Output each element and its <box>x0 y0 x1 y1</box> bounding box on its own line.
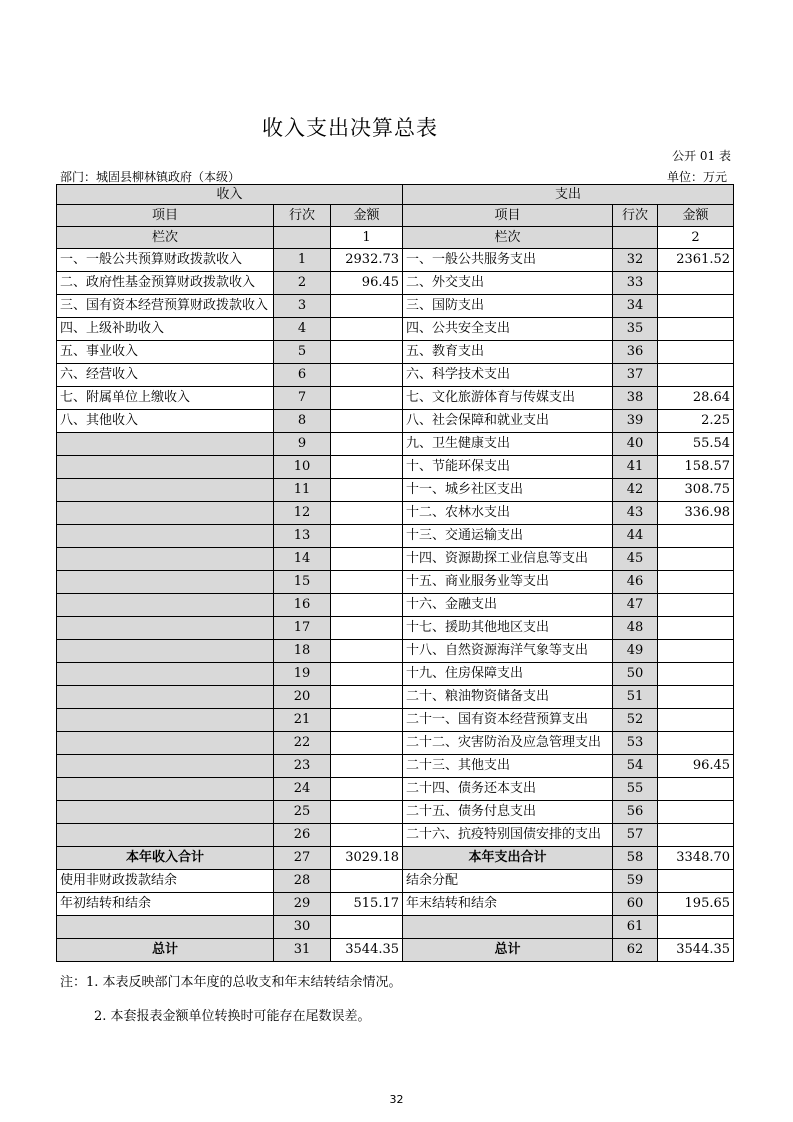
income-amount: 2932.73 <box>331 249 403 272</box>
expense-amount <box>658 732 734 755</box>
income-amount <box>331 755 403 778</box>
expense-item: 二十二、灾害防治及应急管理支出 <box>403 732 613 755</box>
expense-line: 38 <box>613 387 658 410</box>
expense-item: 六、科学技术支出 <box>403 364 613 387</box>
expense-line: 35 <box>613 318 658 341</box>
expense-line: 50 <box>613 663 658 686</box>
income-line: 15 <box>274 571 331 594</box>
income-item <box>57 778 274 801</box>
income-item <box>57 663 274 686</box>
income-line: 13 <box>274 525 331 548</box>
summary-income-amount <box>331 870 403 893</box>
note-1: 注：1. 本表反映部门本年度的总收支和年末结转结余情况。 <box>60 975 402 990</box>
summary-income-item: 年初结转和结余 <box>57 893 274 916</box>
table-row <box>57 502 734 525</box>
summary-income-amount: 3544.35 <box>331 939 403 962</box>
income-line: 21 <box>274 709 331 732</box>
summary-income-line: 28 <box>274 870 331 893</box>
income-line: 16 <box>274 594 331 617</box>
expense-line: 47 <box>613 594 658 617</box>
table-row <box>57 732 734 755</box>
income-line: 19 <box>274 663 331 686</box>
expense-column-label: 栏次 <box>403 227 613 249</box>
department-label: 部门：城固县柳林镇政府（本级） <box>60 170 241 184</box>
income-amount <box>331 709 403 732</box>
expense-item: 十、节能环保支出 <box>403 456 613 479</box>
table-row <box>57 824 734 847</box>
income-line: 12 <box>274 502 331 525</box>
summary-income-line: 29 <box>274 893 331 916</box>
table-row <box>57 410 734 433</box>
table-row <box>57 318 734 341</box>
summary-expense-line: 59 <box>613 870 658 893</box>
income-item: 三、国有资本经营预算财政拨款收入 <box>57 295 274 318</box>
income-item <box>57 640 274 663</box>
expense-item: 十七、援助其他地区支出 <box>403 617 613 640</box>
summary-expense-line: 60 <box>613 893 658 916</box>
income-item <box>57 801 274 824</box>
summary-expense-amount <box>658 916 734 939</box>
income-amount <box>331 525 403 548</box>
summary-expense-amount: 3544.35 <box>658 939 734 962</box>
expense-item: 十九、住房保障支出 <box>403 663 613 686</box>
summary-row <box>57 939 734 962</box>
income-amount <box>331 387 403 410</box>
expense-amount: 28.64 <box>658 387 734 410</box>
summary-row <box>57 916 734 939</box>
unit-label: 单位：万元 <box>666 170 727 184</box>
expense-amount <box>658 824 734 847</box>
summary-row <box>57 893 734 916</box>
expense-line: 41 <box>613 456 658 479</box>
income-line: 1 <box>274 249 331 272</box>
table-row <box>57 663 734 686</box>
summary-income-line: 27 <box>274 847 331 870</box>
income-amount <box>331 732 403 755</box>
summary-expense-line: 61 <box>613 916 658 939</box>
table-row <box>57 525 734 548</box>
income-amount: 96.45 <box>331 272 403 295</box>
income-item <box>57 548 274 571</box>
income-item <box>57 502 274 525</box>
income-line: 18 <box>274 640 331 663</box>
expense-line-header: 行次 <box>613 205 658 227</box>
expense-item-header: 项目 <box>403 205 613 227</box>
expense-amount <box>658 686 734 709</box>
header-row-column-index <box>57 227 734 249</box>
expense-line: 52 <box>613 709 658 732</box>
expense-amount <box>658 663 734 686</box>
expense-column-number: 2 <box>658 227 734 249</box>
table-row <box>57 433 734 456</box>
table-row <box>57 755 734 778</box>
expense-line: 36 <box>613 341 658 364</box>
summary-row <box>57 847 734 870</box>
table-row <box>57 456 734 479</box>
income-line: 4 <box>274 318 331 341</box>
income-amount <box>331 479 403 502</box>
income-line: 3 <box>274 295 331 318</box>
income-amount <box>331 548 403 571</box>
summary-expense-line: 58 <box>613 847 658 870</box>
expense-item: 十一、城乡社区支出 <box>403 479 613 502</box>
income-amount <box>331 778 403 801</box>
page-number: 32 <box>389 1093 404 1106</box>
table-row <box>57 387 734 410</box>
expense-item: 九、卫生健康支出 <box>403 433 613 456</box>
expense-amount: 158.57 <box>658 456 734 479</box>
income-column-label: 栏次 <box>57 227 274 249</box>
income-line: 20 <box>274 686 331 709</box>
income-item-header: 项目 <box>57 205 274 227</box>
table-row <box>57 341 734 364</box>
expense-item: 十八、自然资源海洋气象等支出 <box>403 640 613 663</box>
expense-column-blank <box>613 227 658 249</box>
expense-amount <box>658 594 734 617</box>
expense-amount <box>658 801 734 824</box>
expense-amount <box>658 295 734 318</box>
expense-amount <box>658 571 734 594</box>
income-amount <box>331 502 403 525</box>
income-amount <box>331 318 403 341</box>
income-line: 23 <box>274 755 331 778</box>
table-row <box>57 594 734 617</box>
summary-expense-item <box>403 916 613 939</box>
expense-amount <box>658 272 734 295</box>
income-item <box>57 525 274 548</box>
table-row <box>57 249 734 272</box>
summary-expense-item: 本年支出合计 <box>403 847 613 870</box>
notes <box>60 970 402 1030</box>
summary-expense-item: 结余分配 <box>403 870 613 893</box>
summary-income-amount: 3029.18 <box>331 847 403 870</box>
table-row <box>57 709 734 732</box>
table-row <box>57 801 734 824</box>
budget-table <box>56 184 734 962</box>
income-amount <box>331 364 403 387</box>
expense-amount <box>658 318 734 341</box>
income-amount <box>331 640 403 663</box>
income-item <box>57 732 274 755</box>
table-row <box>57 548 734 571</box>
income-item <box>57 433 274 456</box>
income-amount <box>331 824 403 847</box>
header-row-columns <box>57 205 734 227</box>
expense-item: 十六、金融支出 <box>403 594 613 617</box>
summary-row <box>57 870 734 893</box>
expense-line: 49 <box>613 640 658 663</box>
table-row <box>57 272 734 295</box>
income-amount <box>331 801 403 824</box>
summary-income-line: 31 <box>274 939 331 962</box>
expense-line: 46 <box>613 571 658 594</box>
income-line: 9 <box>274 433 331 456</box>
summary-income-line: 30 <box>274 916 331 939</box>
income-amount <box>331 663 403 686</box>
income-amount <box>331 686 403 709</box>
expense-line: 39 <box>613 410 658 433</box>
table-row <box>57 479 734 502</box>
expense-item: 二十一、国有资本经营预算支出 <box>403 709 613 732</box>
expense-item: 四、公共安全支出 <box>403 318 613 341</box>
table-row <box>57 778 734 801</box>
income-amount <box>331 617 403 640</box>
table-row <box>57 364 734 387</box>
income-item <box>57 686 274 709</box>
expense-line: 34 <box>613 295 658 318</box>
income-item <box>57 456 274 479</box>
expense-line: 53 <box>613 732 658 755</box>
income-amount <box>331 410 403 433</box>
income-line: 2 <box>274 272 331 295</box>
expense-item: 一、一般公共服务支出 <box>403 249 613 272</box>
income-line-header: 行次 <box>274 205 331 227</box>
expense-amount <box>658 525 734 548</box>
income-item: 一、一般公共预算财政拨款收入 <box>57 249 274 272</box>
income-amount-header: 金额 <box>331 205 403 227</box>
expense-line: 56 <box>613 801 658 824</box>
expense-item: 十二、农林水支出 <box>403 502 613 525</box>
note-2: 2. 本套报表金额单位转换时可能存在尾数误差。 <box>94 1009 371 1024</box>
expense-amount <box>658 640 734 663</box>
income-line: 8 <box>274 410 331 433</box>
summary-expense-amount: 195.65 <box>658 893 734 916</box>
income-item: 四、上级补助收入 <box>57 318 274 341</box>
income-line: 17 <box>274 617 331 640</box>
expense-amount <box>658 364 734 387</box>
summary-income-amount <box>331 916 403 939</box>
income-item: 五、事业收入 <box>57 341 274 364</box>
income-line: 26 <box>274 824 331 847</box>
income-header: 收入 <box>57 185 403 205</box>
expense-amount <box>658 778 734 801</box>
income-item: 八、其他收入 <box>57 410 274 433</box>
expense-line: 40 <box>613 433 658 456</box>
expense-line: 32 <box>613 249 658 272</box>
expense-line: 54 <box>613 755 658 778</box>
income-item: 六、经营收入 <box>57 364 274 387</box>
income-item <box>57 617 274 640</box>
income-column-number: 1 <box>331 227 403 249</box>
expense-header: 支出 <box>403 185 734 205</box>
expense-line: 51 <box>613 686 658 709</box>
income-line: 6 <box>274 364 331 387</box>
table-row <box>57 571 734 594</box>
income-line: 22 <box>274 732 331 755</box>
header-row-section <box>57 185 734 205</box>
summary-income-item <box>57 916 274 939</box>
expense-item: 二、外交支出 <box>403 272 613 295</box>
income-amount <box>331 341 403 364</box>
expense-amount: 96.45 <box>658 755 734 778</box>
expense-item: 八、社会保障和就业支出 <box>403 410 613 433</box>
expense-item: 二十六、抗疫特别国债安排的支出 <box>403 824 613 847</box>
expense-amount: 308.75 <box>658 479 734 502</box>
expense-item: 二十四、债务还本支出 <box>403 778 613 801</box>
summary-expense-item: 年末结转和结余 <box>403 893 613 916</box>
expense-amount <box>658 709 734 732</box>
expense-amount: 336.98 <box>658 502 734 525</box>
income-item <box>57 571 274 594</box>
expense-line: 57 <box>613 824 658 847</box>
expense-amount-header: 金额 <box>658 205 734 227</box>
expense-item: 五、教育支出 <box>403 341 613 364</box>
summary-expense-amount: 3348.70 <box>658 847 734 870</box>
income-line: 24 <box>274 778 331 801</box>
income-item: 二、政府性基金预算财政拨款收入 <box>57 272 274 295</box>
table-row <box>57 686 734 709</box>
income-amount <box>331 571 403 594</box>
income-amount <box>331 594 403 617</box>
expense-line: 55 <box>613 778 658 801</box>
expense-line: 37 <box>613 364 658 387</box>
income-line: 10 <box>274 456 331 479</box>
summary-expense-item: 总计 <box>403 939 613 962</box>
summary-income-item: 本年收入合计 <box>57 847 274 870</box>
income-item: 七、附属单位上缴收入 <box>57 387 274 410</box>
income-item <box>57 479 274 502</box>
form-number: 公开 01 表 <box>672 149 731 163</box>
table-row <box>57 295 734 318</box>
expense-amount <box>658 341 734 364</box>
expense-item: 三、国防支出 <box>403 295 613 318</box>
expense-amount <box>658 617 734 640</box>
income-amount <box>331 456 403 479</box>
expense-line: 43 <box>613 502 658 525</box>
table-row <box>57 617 734 640</box>
income-line: 5 <box>274 341 331 364</box>
expense-amount <box>658 548 734 571</box>
expense-amount: 2.25 <box>658 410 734 433</box>
income-item <box>57 709 274 732</box>
table-row <box>57 640 734 663</box>
expense-amount: 55.54 <box>658 433 734 456</box>
summary-income-amount: 515.17 <box>331 893 403 916</box>
income-item <box>57 594 274 617</box>
expense-line: 48 <box>613 617 658 640</box>
income-item <box>57 824 274 847</box>
expense-line: 42 <box>613 479 658 502</box>
income-item <box>57 755 274 778</box>
expense-item: 二十五、债务付息支出 <box>403 801 613 824</box>
income-line: 14 <box>274 548 331 571</box>
expense-line: 44 <box>613 525 658 548</box>
expense-item: 二十三、其他支出 <box>403 755 613 778</box>
expense-item: 十五、商业服务业等支出 <box>403 571 613 594</box>
expense-item: 十三、交通运输支出 <box>403 525 613 548</box>
income-line: 25 <box>274 801 331 824</box>
expense-item: 十四、资源勘探工业信息等支出 <box>403 548 613 571</box>
summary-expense-line: 62 <box>613 939 658 962</box>
income-amount <box>331 433 403 456</box>
expense-item: 二十、粮油物资储备支出 <box>403 686 613 709</box>
expense-line: 45 <box>613 548 658 571</box>
summary-income-item: 使用非财政拨款结余 <box>57 870 274 893</box>
expense-amount: 2361.52 <box>658 249 734 272</box>
income-column-blank <box>274 227 331 249</box>
income-amount <box>331 295 403 318</box>
income-line: 11 <box>274 479 331 502</box>
page-title: 收入支出决算总表 <box>262 116 438 140</box>
expense-line: 33 <box>613 272 658 295</box>
income-line: 7 <box>274 387 331 410</box>
summary-expense-amount <box>658 870 734 893</box>
summary-income-item: 总计 <box>57 939 274 962</box>
expense-item: 七、文化旅游体育与传媒支出 <box>403 387 613 410</box>
